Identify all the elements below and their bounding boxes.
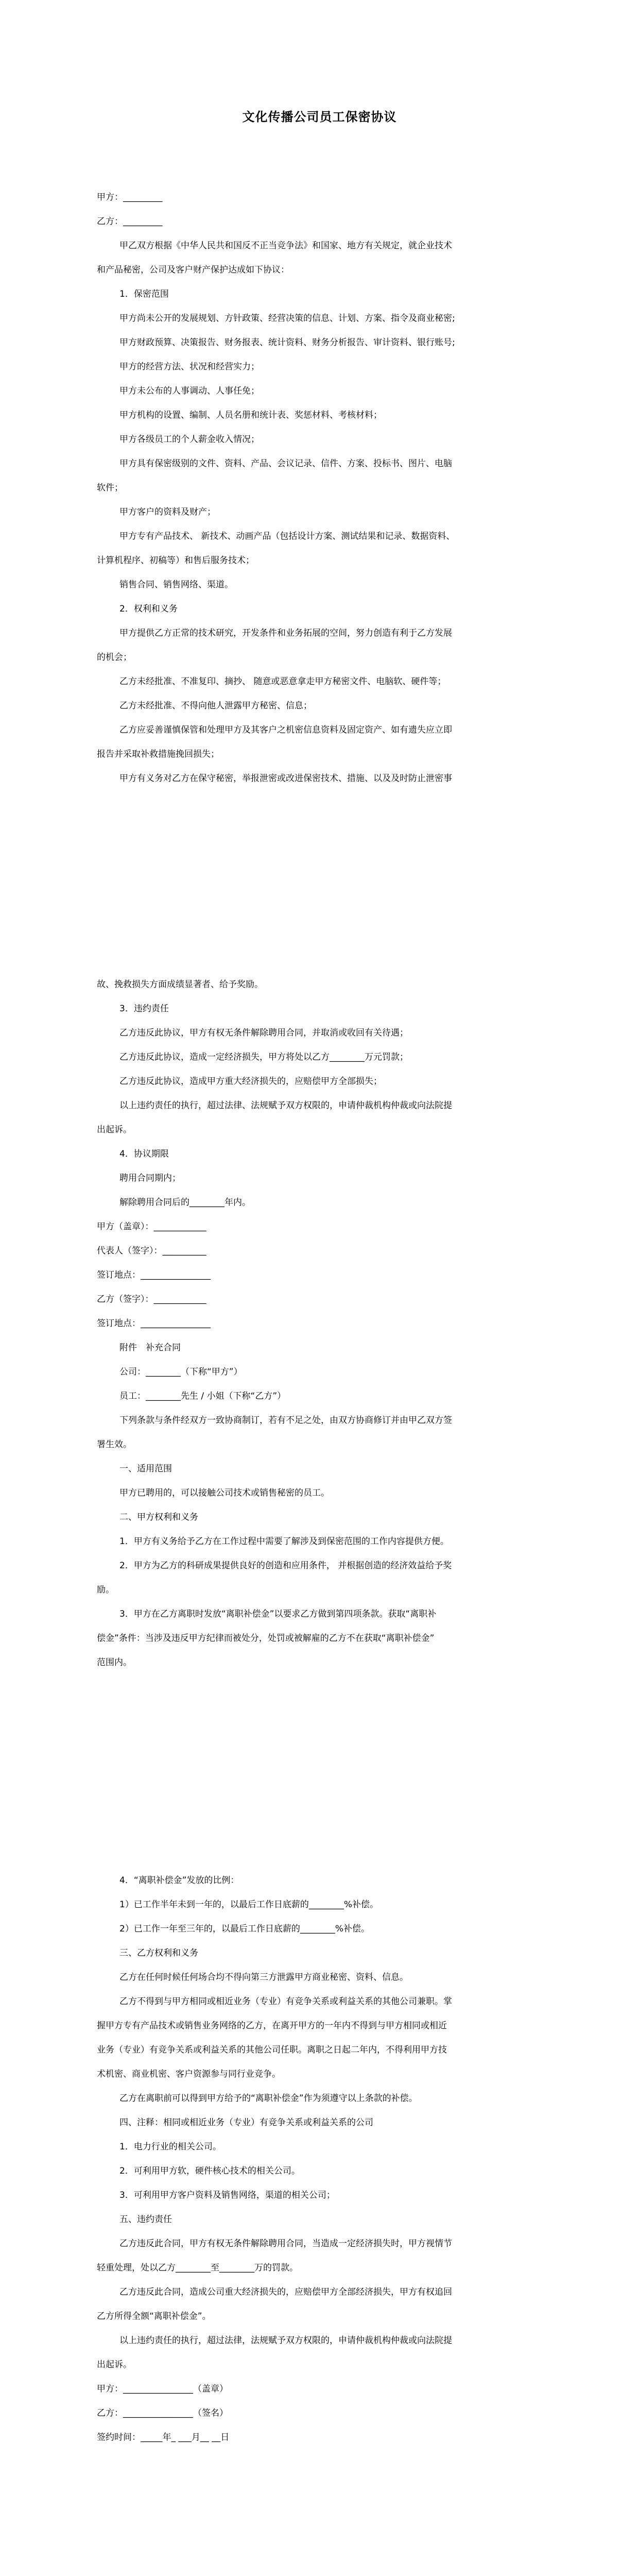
text-line: 代表人（签字）：__________ xyxy=(97,1246,206,1256)
text-line: 励。 xyxy=(97,1585,114,1595)
text-line: 偿金”条件：当涉及违反甲方纪律而被处分，处罚或被解雇的乙方不在获取“离职补偿金” xyxy=(97,1633,435,1643)
party-a-field: 甲方：_________ xyxy=(97,192,163,202)
text-line: 2．甲方为乙方的科研成果提供良好的创造和应用条件， 并根据创造的经济效益给予奖 xyxy=(119,1561,452,1571)
text-line: 故、挽救损失方面成绩显著者、给予奖励。 xyxy=(97,979,263,990)
text-line: 握甲方专有产品技术或销售业务网络的乙方，在离开甲方的一年内不得到与甲方相同或相近 xyxy=(97,2021,447,2031)
text-line: 以上违约责任的执行，超过法律、法规赋予双方权限的，申请仲裁机构仲裁或向法院提 xyxy=(119,1100,452,1111)
text-line: 签订地点：________________ xyxy=(97,1270,211,1280)
text-line: 甲方：________________（盖章） xyxy=(97,2384,228,2394)
text-line: 三、乙方权利和义务 xyxy=(119,1948,198,1958)
text-line: 乙方违反此协议，造成甲方重大经济损失的，应赔偿甲方全部损失； xyxy=(119,1076,382,1087)
text-line: 乙方在离职前可以得到甲方给予的“离职补偿金”作为须遵守以上条款的补偿。 xyxy=(119,2093,418,2104)
agreement-section-3 xyxy=(97,1869,550,2450)
text-line: 乙方（签字）：____________ xyxy=(97,1294,206,1304)
text-line: 一、适用范围 xyxy=(119,1464,172,1474)
text-line: 1．保密范围 xyxy=(119,289,169,299)
text-line: 甲方具有保密级别的文件、资料、产品、会议记录、信件、方案、投标书、图片、电脑 xyxy=(119,459,452,469)
text-line: 的机会； xyxy=(97,652,132,663)
text-line: 甲方提供乙方正常的技术研究，开发条件和业务拓展的空间，努力创造有利于乙方发展 xyxy=(119,628,452,638)
text-line: 甲方各级员工的个人薪金收入情况； xyxy=(119,434,260,445)
text-line: 乙方未经批准、不得向他人泄露甲方秘密、信息； xyxy=(119,701,312,711)
text-line: 3．违约责任 xyxy=(119,1004,169,1014)
text-line: 甲方的经营方法、状况和经营实力； xyxy=(119,362,260,372)
text-line: 公司：________（下称“甲方”） xyxy=(119,1367,243,1377)
text-line: 1．甲方有义务给予乙方在工作过程中需要了解涉及到保密范围的工作内容提供方便。 xyxy=(119,1536,449,1547)
text-line: 4．协议期限 xyxy=(119,1149,169,1159)
text-line: 软件； xyxy=(97,483,123,493)
text-line: 销售合同、销售网络、渠道。 xyxy=(119,580,233,590)
text-line: 业务（专业）有竞争关系或利益关系的其他公司任职。离职之日起二年内，不得利用甲方技 xyxy=(97,2045,447,2055)
text-line: 2）已工作一年至三年的，以最后工作日底薪的________%补偿。 xyxy=(119,1924,370,1934)
text-line: 甲方已聘用的，可以接触公司技术或销售秘密的员工。 xyxy=(119,1488,330,1498)
text-line: 员工：________先生 / 小姐（下称“乙方”） xyxy=(119,1391,286,1401)
text-line: 下列条款与条件经双方一致协商制订，若有不足之处，由双方协商修订并由甲乙双方签 xyxy=(119,1415,452,1426)
text-line: 甲方专有产品技术、 新技术、动画产品（包括设计方案、测试结果和记录、数据资料、 xyxy=(119,531,455,541)
text-line: 2．权利和义务 xyxy=(119,604,178,614)
text-line: 出起诉。 xyxy=(97,1125,132,1135)
parties-block xyxy=(97,185,550,234)
text-line: 3．甲方在乙方离职时发放“离职补偿金”以要求乙方做到第四项条款。获取“离职补 xyxy=(119,1609,437,1619)
text-line: 以上违约责任的执行，超过法律，法规赋予双方权限的，申请仲裁机构仲裁或向法院提 xyxy=(119,2335,452,2346)
text-line: 四、注释：相同或相近业务（专业）有竞争关系或利益关系的公司 xyxy=(119,2117,373,2128)
text-line: 署生效。 xyxy=(97,1439,132,1450)
party-b-field: 乙方：_________ xyxy=(97,216,163,227)
text-line: 报告并采取补救措施挽回损失； xyxy=(97,749,219,759)
text-line: 乙方违反此协议，造成一定经济损失，甲方将处以乙方________万元罚款； xyxy=(119,1052,408,1062)
agreement-section-2 xyxy=(97,973,550,1675)
text-line: 签订地点：________________ xyxy=(97,1318,211,1329)
text-line: 乙方违反此合同，造成公司重大经济损失的，应赔偿甲方全部经济损失，甲方有权追回 xyxy=(119,2287,452,2297)
text-line: 2．可利用甲方软，硬件核心技术的相关公司。 xyxy=(119,2166,300,2176)
text-line: 和产品秘密，公司及客户财产保护达成如下协议： xyxy=(97,265,289,275)
document-title: 文化传播公司员工保密协议 xyxy=(242,110,397,124)
text-line: 五、违约责任 xyxy=(119,2214,172,2225)
text-line: 乙方违反此协议，甲方有权无条件解除聘用合同，并取消或收回有关待遇； xyxy=(119,1028,408,1038)
text-line: 乙方不得到与甲方相同或相近业务（专业）有竞争关系或利益关系的其他公司兼职。掌 xyxy=(119,1996,452,2007)
text-line: 术机密、商业机密、客户资源参与同行业竞争。 xyxy=(97,2069,281,2079)
text-line: 1）已工作半年未到一年的，以最后工作日底薪的________%补偿。 xyxy=(119,1900,378,1910)
text-line: 乙方未经批准、不准复印、摘抄、 随意或恶意拿走甲方秘密文件、电脑软、硬件等； xyxy=(119,676,446,687)
text-line: 范围内。 xyxy=(97,1657,132,1668)
text-line: 甲方（盖章）：____________ xyxy=(97,1222,206,1232)
text-line: 乙方所得全额“离职补偿金”。 xyxy=(97,2311,211,2321)
text-line: 甲乙双方根据《中华人民共和国反不正当竞争法》和国家、地方有关规定，就企业技术 xyxy=(119,241,452,251)
text-line: 乙方应妥善谨慎保管和处理甲方及其客户之机密信息资料及固定资产、如有遗失应立即 xyxy=(119,725,452,735)
text-line: 乙方在任何时候任何场合均不得向第三方泄露甲方商业秘密、资料、信息。 xyxy=(119,1972,408,1982)
text-line: 甲方尚未公开的发展规划、方针政策、经营决策的信息、计划、方案、指令及商业秘密; xyxy=(119,313,455,324)
text-line: 1．电力行业的相关公司。 xyxy=(119,2142,221,2152)
text-line: 二、甲方权利和义务 xyxy=(119,1512,198,1522)
text-line: 甲方有义务对乙方在保守秘密，举报泄密或改进保密技术、措施、以及及时防止泄密事 xyxy=(119,773,452,784)
text-line: 轻重处理，处以乙方________至________万的罚款。 xyxy=(97,2263,298,2273)
text-line: 聘用合同期内； xyxy=(119,1173,181,1183)
text-line: 计算机程序、初稿等）和售后服务技术； xyxy=(97,555,254,566)
agreement-section-1 xyxy=(97,234,550,791)
text-line: 出起诉。 xyxy=(97,2360,132,2370)
text-line: 4．“离职补偿金”发放的比例： xyxy=(119,1875,239,1886)
text-line: 甲方客户的资料及财产； xyxy=(119,507,216,517)
text-line: 甲方机构的设置、编制、人员名册和统计表、奖惩材料、考核材料； xyxy=(119,410,382,420)
text-line: 甲方财政预算、决策报告、财务报表、统计资料、财务分析报告、审计资料、银行账号; xyxy=(119,337,455,348)
text-line: 附件 补充合同 xyxy=(119,1343,181,1353)
text-line: 乙方：________________（签名） xyxy=(97,2408,228,2418)
text-line: 3．可利用甲方客户资料及销售网络，渠道的相关公司； xyxy=(119,2190,335,2200)
text-line: 解除聘用合同后的________年内。 xyxy=(119,1197,251,1208)
text-line: 甲方未公布的人事调动、人事任免； xyxy=(119,386,260,396)
text-line: 签约时间：_____年_ ___月__ __日 xyxy=(97,2432,230,2443)
text-line: 乙方违反此合同，甲方有权无条件解除聘用合同，当造成一定经济损失时，甲方视情节 xyxy=(119,2239,452,2249)
